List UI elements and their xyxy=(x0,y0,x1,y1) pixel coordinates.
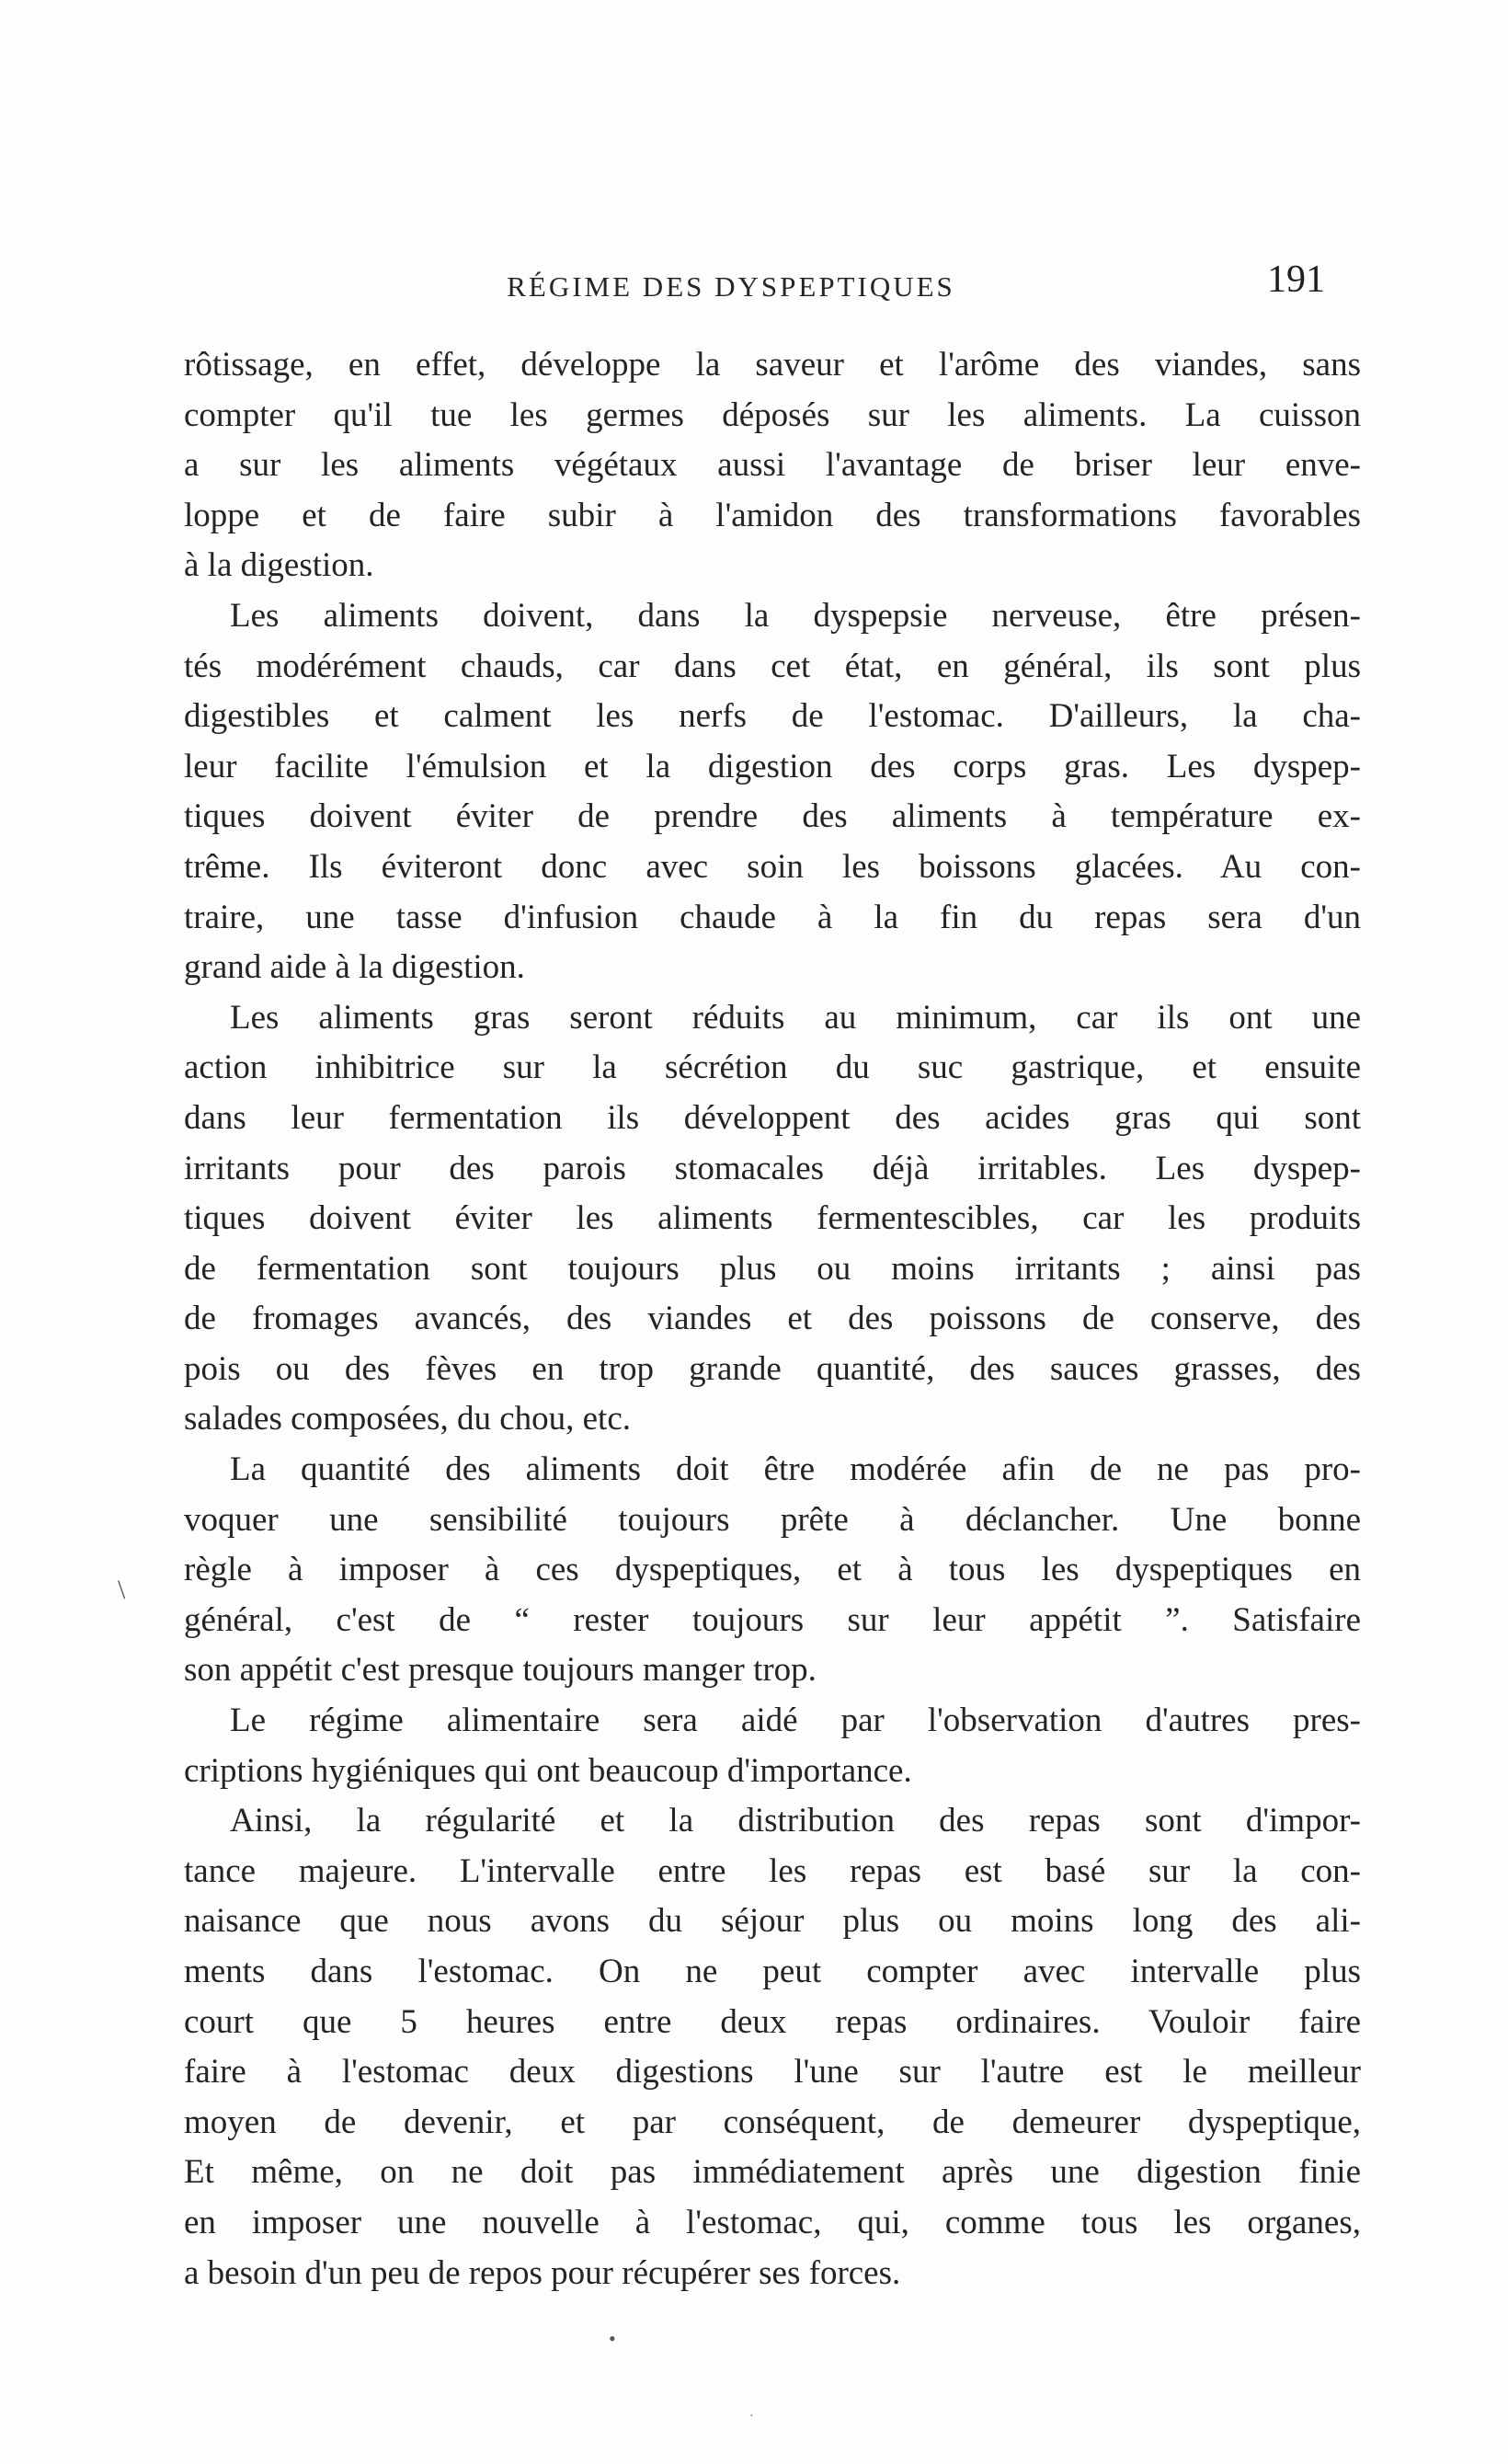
text-line: Les aliments doivent, dans la dyspepsie nerveuse, être présen- xyxy=(230,596,1361,635)
text-line: irritants pour des parois stomacales déjà irritables. Les dyspep- xyxy=(184,1149,1361,1187)
text-line: tés modérément chauds, car dans cet état, en général, ils sont plus xyxy=(184,647,1361,685)
text-line: règle à imposer à ces dyspeptiques, et à tous les dyspeptiques en xyxy=(184,1551,1361,1589)
text-line: général, c'est de “ rester toujours sur leur appétit ”. Satisfaire xyxy=(184,1600,1361,1639)
text-line: tiques doivent éviter de prendre des aliments à température ex- xyxy=(184,797,1361,836)
text-line: naisance que nous avons du séjour plus ou moins long des ali- xyxy=(184,1902,1361,1941)
running-head: RÉGIME DES DYSPEPTIQUES xyxy=(507,270,955,303)
text-line: de fermentation sont toujours plus ou moins irritants ; ainsi pas xyxy=(184,1249,1361,1288)
paragraph xyxy=(184,993,1361,1445)
text-line: de fromages avancés, des viandes et des poissons de conserve, des xyxy=(184,1300,1361,1338)
text-line: Les aliments gras seront réduits au minimum, car ils ont une xyxy=(230,998,1361,1037)
text-line: a sur les aliments végétaux aussi l'avantage de briser leur enve- xyxy=(184,446,1361,485)
text-line: dans leur fermentation ils développent des acides gras qui sont xyxy=(184,1098,1361,1137)
scan-speck: · xyxy=(749,2410,754,2424)
paragraph xyxy=(184,591,1361,993)
paragraph xyxy=(184,1696,1361,1796)
text-line: court que 5 heures entre deux repas ordinaires. Vouloir faire xyxy=(184,2002,1361,2041)
text-line: traire, une tasse d'infusion chaude à la fin du repas sera d'un xyxy=(184,898,1361,936)
text-line: Ainsi, la régularité et la distribution des repas sont d'impor- xyxy=(230,1802,1361,1840)
text-line: action inhibitrice sur la sécrétion du suc gastrique, et ensuite xyxy=(184,1049,1361,1087)
paragraph xyxy=(184,1796,1361,2298)
text-line: rôtissage, en effet, développe la saveur et l'arôme des viandes, sans xyxy=(184,346,1361,384)
paragraph xyxy=(184,340,1361,591)
text-line: digestibles et calment les nerfs de l'estomac. D'ailleurs, la cha- xyxy=(184,697,1361,736)
text-line: Et même, on ne doit pas immédiatement après une digestion finie xyxy=(184,2153,1361,2192)
text-line: moyen de devenir, et par conséquent, de demeurer dyspeptique, xyxy=(184,2103,1361,2141)
text-line: faire à l'estomac deux digestions l'une sur l'autre est le meilleur xyxy=(184,2053,1361,2092)
text-line: en imposer une nouvelle à l'estomac, qui, comme tous les organes, xyxy=(184,2203,1361,2241)
text-line: a besoin d'un peu de repos pour récupérer ses forces. xyxy=(184,2253,901,2292)
text-line: leur facilite l'émulsion et la digestion des corps gras. Les dyspep- xyxy=(184,747,1361,785)
text-line: loppe et de faire subir à l'amidon des transformations favorables xyxy=(184,496,1361,534)
scan-speck: \ xyxy=(118,1575,126,1605)
body-text xyxy=(184,340,1361,2298)
text-line: tiques doivent éviter les aliments fermentescibles, car les produits xyxy=(184,1199,1361,1238)
text-line: Le régime alimentaire sera aidé par l'observation d'autres pres- xyxy=(230,1702,1361,1740)
text-line: criptions hygiéniques qui ont beaucoup d'importance. xyxy=(184,1751,912,1790)
text-line: grand aide à la digestion. xyxy=(184,948,525,987)
text-line: pois ou des fèves en trop grande quantité, des sauces grasses, des xyxy=(184,1349,1361,1388)
text-line: son appétit c'est presque toujours manger trop. xyxy=(184,1651,817,1690)
page-number: 191 xyxy=(1267,258,1325,301)
text-line: ments dans l'estomac. On ne peut compter avec intervalle plus xyxy=(184,1953,1361,1990)
text-line: La quantité des aliments doit être modérée afin de ne pas pro- xyxy=(230,1450,1361,1489)
text-line: salades composées, du chou, etc. xyxy=(184,1400,631,1438)
text-line: voquer une sensibilité toujours prête à déclancher. Une bonne xyxy=(184,1500,1361,1539)
scan-speck: • xyxy=(609,2327,616,2350)
text-line: tance majeure. L'intervalle entre les repas est basé sur la con- xyxy=(184,1851,1361,1890)
paragraph xyxy=(184,1445,1361,1696)
text-line: à la digestion. xyxy=(184,546,374,585)
text-line: compter qu'il tue les germes déposés sur les aliments. La cuisson xyxy=(184,395,1361,434)
text-line: trême. Ils éviteront donc avec soin les boissons glacées. Au con- xyxy=(184,847,1361,886)
